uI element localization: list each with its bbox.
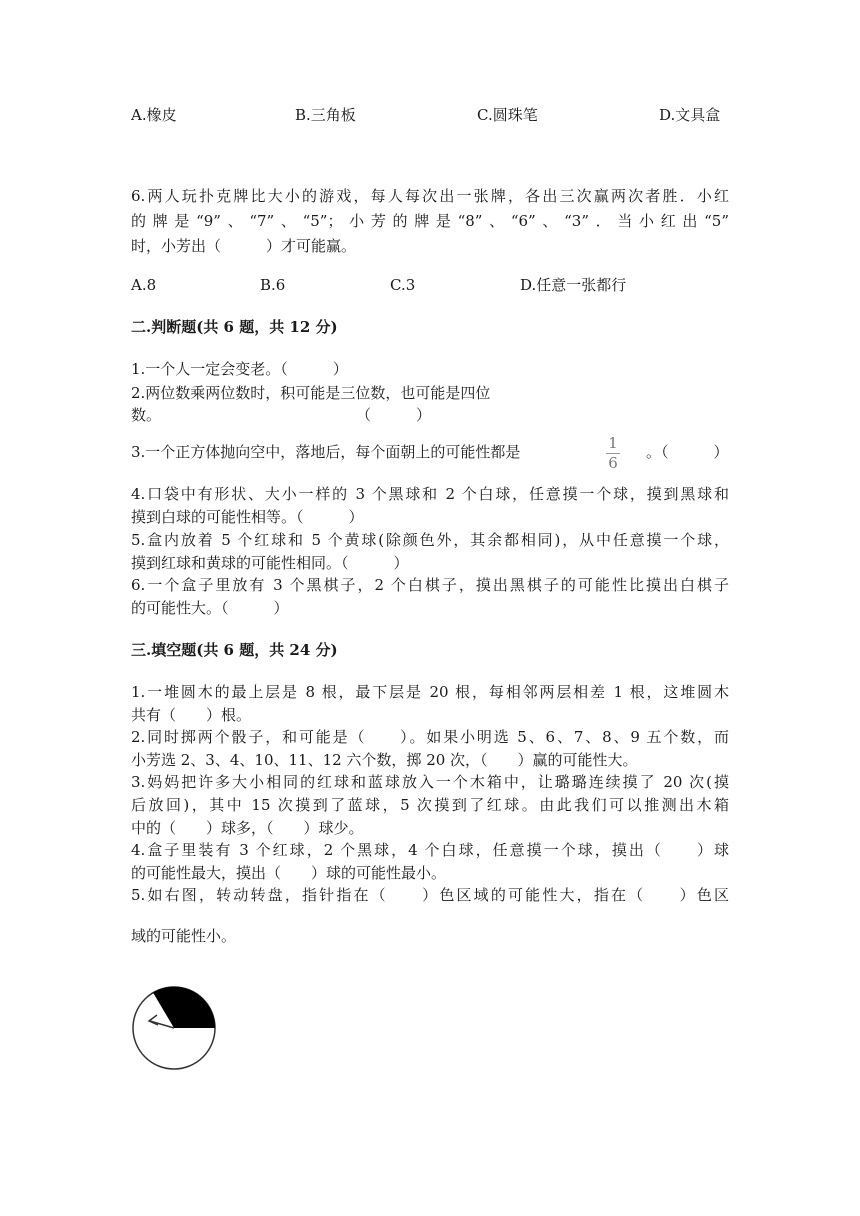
judge-q6-line-1: 6.一个盒子里放有 3 个黑棋子，2 个白棋子，摸出黑棋子的可能性比摸出白棋子: [131, 576, 729, 594]
section-2-heading: 二.判断题(共 6 题，共 12 分): [131, 318, 338, 336]
fill-q2-line-1: 2.同时掷两个骰子，和可能是（ ）。如果小明选 5、6、7、8、9 五个数，而: [131, 728, 729, 746]
fill-q5-line-2: 域的可能性小。: [131, 927, 237, 945]
q6-option-a: A.8: [131, 276, 157, 294]
judge-q5-line-2: 摸到红球和黄球的可能性相同。（ ）: [131, 554, 409, 572]
fill-q1-line-1: 1.一堆圆木的最上层是 8 根，最下层是 20 根，每相邻两层相差 1 根，这堆圆木: [131, 683, 729, 701]
fill-q3-line-2: 后放回)，其中 15 次摸到了蓝球，5 次摸到了红球。由此我们可以推测出木箱: [131, 796, 729, 814]
fill-q3-line-1: 3.妈妈把许多大小相同的红球和蓝球放入一个木箱中，让璐璐连续摸了 20 次(摸: [131, 773, 729, 791]
judge-q2-line-1: 2.两位数乘两位数时，积可能是三位数，也可能是四位: [131, 384, 491, 402]
judge-q3-text: 3.一个正方体抛向空中，落地后，每个面朝上的可能性都是: [131, 443, 521, 461]
q6-option-c: C.3: [390, 276, 416, 294]
q6-option-b: B.6: [260, 276, 286, 294]
spinner-figure: [131, 985, 221, 1075]
fill-q5-line-1: 5.如右图，转动转盘，指针指在（ ）色区域的可能性大，指在（ ）色区: [131, 886, 729, 904]
judge-q5-line-1: 5.盒内放着 5 个红球和 5 个黄球(除颜色外，其余都相同)，从中任意摸一个球，: [131, 531, 729, 549]
fill-q2-line-2: 小芳选 2、3、4、10、11、12 六个数，掷 20 次，（ ）赢的可能性大。: [131, 751, 638, 769]
fill-q4-line-2: 的可能性最大，摸出（ ）球的可能性最小。: [131, 864, 447, 882]
fraction-numerator: 1: [608, 434, 618, 452]
judge-q1: 1.一个人一定会变老。（ ）: [131, 360, 348, 378]
question-6-line-1: 6.两人玩扑克牌比大小的游戏，每人每次出一张牌，各出三次赢两次者胜．小红: [131, 187, 729, 205]
fill-q1-line-2: 共有（ ）根。: [131, 706, 252, 724]
option-d: D.文具盒: [659, 106, 721, 124]
section-3-heading: 三.填空题(共 6 题，共 24 分): [131, 641, 338, 659]
fill-q3-line-3: 中的（ ）球多，（ ）球少。: [131, 819, 364, 837]
judge-q4-line-2: 摸到白球的可能性相等。（ ）: [131, 508, 364, 526]
fill-q4-line-1: 4.盒子里装有 3 个红球，2 个黑球，4 个白球，任意摸一个球，摸出（ ）球: [131, 841, 729, 859]
fraction-one-sixth: [604, 435, 622, 472]
judge-q4-line-1: 4.口袋中有形状、大小一样的 3 个黑球和 2 个白球，任意摸一个球，摸到黑球和: [131, 485, 729, 503]
judge-q3-answer: 。（ ）: [646, 443, 729, 461]
judge-q2-line-2: 数。 （ ）: [131, 406, 432, 424]
option-b: B.三角板: [295, 106, 356, 124]
judge-q6-line-2: 的可能性大。（ ）: [131, 599, 289, 617]
question-6-line-3: 时，小芳出（ ）才可能赢。: [131, 237, 357, 255]
option-c: C.圆珠笔: [477, 106, 538, 124]
fraction-denominator: 6: [608, 454, 618, 472]
question-6-line-2: 的牌是“9”、“7”、“5”；小芳的牌是“8”、“6”、“3”．当小红出“5”: [131, 212, 729, 230]
q6-option-d: D.任意一张都行: [520, 276, 627, 294]
option-a: A.橡皮: [131, 106, 177, 124]
